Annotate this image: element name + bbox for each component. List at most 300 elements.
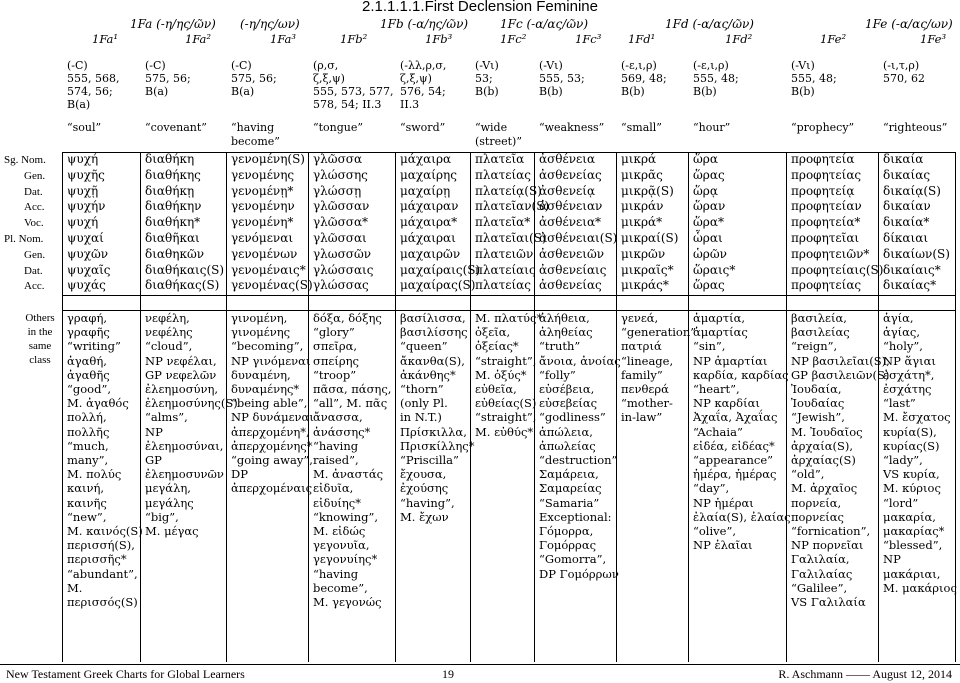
other-word-line: M. μέγας: [145, 524, 199, 539]
paradigm-form: πλατείας: [475, 278, 531, 293]
phonetic-condition: (-C): [145, 59, 166, 72]
other-word-line: “Jewish”,: [791, 410, 845, 425]
reference-numbers: 555, 48; B(b): [693, 72, 739, 98]
other-word-line: “having: [313, 566, 359, 581]
other-word-line: εἰδυίης*: [313, 495, 361, 510]
paradigm-form: ὥρᾳ: [693, 183, 718, 198]
paradigm-form: ψυχάς: [67, 278, 106, 293]
group-header: 1Fe (-α/ας/ων): [865, 17, 953, 31]
case-label: Sg. Nom.: [4, 154, 46, 166]
paradigm-form: γενομένων: [231, 246, 298, 261]
other-word-line: εὐθείας(S): [475, 396, 537, 411]
other-word-line: ἁγίας,: [883, 325, 921, 340]
other-word-line: GP νεφελῶν: [145, 367, 217, 382]
other-word-line: “godliness”: [539, 410, 606, 425]
paradigm-form: πλατείαις: [475, 262, 536, 277]
paradigm-form: πλατεῖα*: [475, 215, 531, 230]
paradigm-form: διαθήκῃ: [145, 183, 195, 198]
paradigm-form: δικαίᾳ(S): [883, 183, 941, 198]
other-word-line: ἀγαθῆς: [67, 367, 110, 382]
other-word-line: “Samaria”: [539, 495, 600, 510]
group-header: (-η/ης/ων): [240, 17, 300, 31]
other-word-line: “having: [313, 438, 359, 453]
paradigm-form: γενόμεναι: [231, 230, 294, 245]
other-word-line: πᾶσα, πάσης,: [313, 382, 392, 397]
other-word-line: βασιλεία,: [791, 311, 847, 325]
gloss: “weakness”: [539, 121, 605, 134]
paradigm-form: μικρᾶς: [621, 167, 663, 182]
other-word-line: μακαρία,: [883, 509, 936, 524]
paradigm-form: μικραί(S): [621, 230, 679, 245]
grid-line: [955, 152, 956, 662]
subclass-header: 1Fc²: [500, 32, 527, 46]
grid-line: [62, 152, 955, 153]
other-word-line: “cloud”,: [145, 339, 193, 354]
paradigm-form: μαχαίρῃ: [400, 183, 451, 198]
other-word-line: M. ἔχων: [400, 509, 449, 524]
grid-line: [786, 152, 787, 662]
other-word-line: ἐλεημοσύνη,: [145, 382, 219, 397]
paradigm-form: μικραῖς*: [621, 262, 674, 277]
grid-line: [226, 152, 227, 662]
other-word-line: NP νεφέλαι,: [145, 353, 217, 368]
paradigm-form: δικαίας: [883, 167, 931, 182]
other-word-line: “big”,: [145, 509, 179, 524]
subclass-header: 1Fa²: [185, 32, 211, 46]
other-word-line: in-law”: [621, 410, 663, 425]
grid-line: [62, 295, 955, 296]
other-word-line: “lord”: [883, 495, 919, 510]
other-word-line: “straight”,: [475, 410, 537, 425]
grid-line: [308, 152, 309, 662]
other-words: [313, 311, 391, 609]
reference-numbers: 576, 54; II.3: [400, 85, 446, 111]
other-word-line: raised”,: [313, 453, 359, 468]
other-word-line: εἰδέα, εἰδέας*: [693, 438, 775, 453]
other-word-line: “being able”,: [231, 396, 308, 411]
other-word-line: M. ἀναστάς: [313, 467, 384, 482]
paradigm-form: γλῶσσαν: [313, 199, 370, 214]
case-label: Gen.: [24, 248, 46, 261]
reference-numbers: 555, 568, 574, 56; B(a): [67, 72, 120, 111]
footer-book-title: New Testament Greek Charts for Global Learners: [6, 667, 245, 681]
subclass-header: 1Fe³: [920, 32, 947, 46]
paradigm-form: ἀσθένειαν: [539, 199, 603, 214]
grid-line: [688, 152, 689, 662]
phonetic-condition: (-Vι): [475, 59, 499, 72]
paradigm-form: μάχαιρα*: [400, 215, 458, 230]
paradigm-form: γενομένης: [231, 167, 295, 182]
paradigm-form: μάχαιρα: [400, 152, 452, 166]
paradigm-form: μάχαιραι: [400, 230, 456, 245]
paradigm-form: ψυχῆς: [67, 167, 105, 182]
paradigm-forms: [313, 152, 373, 294]
other-word-line: ἐχούσης: [400, 481, 449, 496]
other-word-line: M. εὐθύς*: [475, 424, 534, 439]
case-label: Pl. Nom.: [4, 233, 44, 245]
paradigm-form: ὥρας: [693, 278, 725, 293]
paradigm-form: γενομέναις*: [231, 262, 306, 277]
case-label: Voc.: [24, 217, 44, 230]
other-word-line: NP βασιλεῖαι(S),: [791, 353, 890, 368]
other-word-line: πολλή,: [67, 410, 107, 425]
phonetic-condition: (-λλ,ρ,σ, ζ,ξ,ψ): [400, 59, 447, 85]
paradigm-forms: [145, 152, 224, 294]
other-word-line: ὀξείας*: [475, 339, 519, 354]
other-word-line: NP: [883, 552, 901, 567]
other-word-line: σπεῖρα,: [313, 339, 358, 354]
other-word-line: NP γινόμεναι: [231, 353, 311, 368]
other-words: [621, 311, 696, 425]
other-word-line: M. κύριος: [883, 481, 941, 496]
other-word-line: κυρίας(S): [883, 438, 940, 453]
other-word-line: πατριά: [621, 339, 662, 354]
paradigm-form: μάχαιραν: [400, 199, 459, 214]
other-word-line: μεγάλης: [145, 495, 194, 510]
other-word-line: NP ἅγιαι: [883, 353, 936, 368]
other-word-line: “Priscilla”: [400, 453, 459, 468]
other-words: [145, 311, 238, 538]
paradigm-form: δικαίας*: [883, 278, 937, 293]
other-word-line: Γαλιλαία,: [791, 552, 850, 567]
other-word-line: δυναμένη,: [231, 367, 291, 382]
other-word-line: “abundant”,: [67, 566, 138, 581]
paradigm-form: γλώσσῃ: [313, 183, 362, 198]
other-word-line: “fornication”,: [791, 524, 871, 539]
other-word-line: M. πολύς: [67, 467, 122, 482]
other-word-line: DP Γομόρρων: [539, 566, 619, 581]
other-word-line: GP: [145, 453, 162, 468]
other-words: [791, 311, 890, 609]
reference-numbers: 575, 56; B(a): [231, 72, 277, 98]
other-word-line: Γόμορρα,: [539, 524, 594, 539]
other-word-line: βασιλείας: [791, 325, 850, 340]
other-word-line: “sin”,: [693, 339, 726, 354]
other-word-line: “much,: [67, 438, 109, 453]
other-words: [693, 311, 791, 552]
reference-numbers: 555, 573, 577, 578, 54; II.3: [313, 85, 394, 111]
paradigm-forms: [693, 152, 735, 294]
other-word-line: εὐθεῖα,: [475, 382, 517, 397]
other-word-line: “all”, M. πᾶς: [313, 396, 388, 411]
other-word-line: M. ἀγαθός: [67, 396, 129, 411]
other-word-line: γεγονυῖα,: [313, 538, 370, 553]
phonetic-condition: (-Vι): [539, 59, 563, 72]
paradigm-forms: [539, 152, 617, 294]
subclass-header: 1Fd¹: [628, 32, 656, 46]
reference-numbers: 555, 48; B(b): [791, 72, 837, 98]
paradigm-form: προφητεία: [791, 152, 855, 166]
paradigm-form: ἀσθενειῶν: [539, 246, 605, 261]
other-word-line: “alms”,: [145, 410, 188, 425]
other-word-line: “new”,: [67, 509, 107, 524]
subclass-header: 1Fa³: [270, 32, 296, 46]
other-word-line: “heart”,: [693, 382, 740, 397]
paradigm-form: γλῶσσα*: [313, 215, 369, 230]
other-word-line: M. μακάριος: [883, 580, 957, 595]
other-word-line: “troop”: [313, 367, 357, 382]
other-word-line: βασίλισσα,: [400, 311, 466, 325]
other-word-line: Σαμαρείας: [539, 481, 602, 496]
other-word-line: μακαρίας*: [883, 524, 945, 539]
paradigm-form: γλώσσας: [313, 278, 369, 293]
paradigm-form: μαχαίραις(S): [400, 262, 481, 277]
other-word-line: ἁμαρτίας: [693, 325, 748, 340]
paradigm-forms: [791, 152, 883, 294]
reference-numbers: 555, 53; B(b): [539, 72, 585, 98]
paradigm-form: ψυχαῖς: [67, 262, 111, 277]
other-word-line: ἄνοια, ἀνοίας: [539, 353, 621, 368]
other-word-line: ἀκάνθης*: [400, 367, 456, 382]
page-footer: [0, 664, 960, 683]
other-word-line: ἀπερχομέναις: [231, 481, 313, 496]
other-word-line: NP ἡμέραι: [693, 495, 754, 510]
other-word-line: “Galilee”,: [791, 580, 848, 595]
other-word-line: ἐσχάτη*,: [883, 367, 935, 382]
gloss: “sword”: [400, 121, 446, 134]
other-word-line: “Gomorra”,: [539, 552, 607, 567]
paradigm-form: ὡρῶν: [693, 246, 727, 261]
other-word-line: Ἀχαΐα, Ἀχαΐας: [693, 410, 778, 425]
other-word-line: “blessed”,: [883, 538, 943, 553]
phonetic-condition: (ρ,σ, ζ,ξ,ψ): [313, 59, 345, 85]
gloss: “covenant”: [145, 121, 207, 134]
gloss: “tongue”: [313, 121, 364, 134]
other-word-line: “reign”,: [791, 339, 838, 354]
other-word-line: M. γεγονώς: [313, 595, 382, 610]
gloss: “righteous”: [883, 121, 948, 134]
other-word-line: NP πορνεῖαι: [791, 538, 864, 553]
case-label: Acc.: [24, 201, 45, 214]
paradigm-form: μαχαιρῶν: [400, 246, 461, 261]
other-word-line: μεγάλη,: [145, 481, 191, 496]
other-word-line: πολλῆς: [67, 424, 110, 439]
paradigm-form: διαθήκην: [145, 199, 202, 214]
paradigm-form: προφητεῖαι: [791, 230, 860, 245]
case-label: Acc.: [24, 280, 45, 293]
other-word-line: M. ἀρχαῖος: [791, 481, 858, 496]
paradigm-forms: [400, 152, 480, 294]
gloss: “small”: [621, 121, 662, 134]
subclass-header: 1Fa¹: [92, 32, 118, 46]
paradigm-form: γλῶσσα: [313, 152, 363, 166]
other-word-line: ἐσχάτης: [883, 382, 932, 397]
paradigm-form: προφητείαις(S): [791, 262, 884, 277]
paradigm-form: γλώσσης: [313, 167, 368, 182]
other-word-line: “Achaia”: [693, 424, 743, 439]
other-word-line: καινή,: [67, 481, 104, 496]
grid-line: [395, 152, 396, 662]
paradigm-form: δίκαιαι: [883, 230, 929, 245]
other-word-line: family”: [621, 367, 663, 382]
grid-line: [62, 152, 63, 662]
other-word-line: γινομένη,: [231, 311, 288, 325]
group-header: 1Fc (-α/ας/ῶν): [500, 17, 589, 31]
other-word-line: ἐλαία(S), ἐλαίας: [693, 509, 791, 524]
other-word-line: ἄκανθα(S),: [400, 353, 465, 368]
grid-line: [140, 152, 141, 662]
group-header: 1Fb (-α/ης/ῶν): [380, 17, 469, 31]
other-word-line: Ἰουδαία,: [791, 382, 842, 397]
other-word-line: ἀρχαία(S),: [791, 438, 854, 453]
grid-line: [62, 310, 955, 311]
other-word-line: δόξα, δόξης: [313, 311, 382, 325]
reference-numbers: 569, 48; B(b): [621, 72, 667, 98]
paradigm-form: διαθήκη: [145, 152, 195, 166]
other-word-line: “thorn”: [400, 382, 444, 397]
other-word-line: σπείρης: [313, 353, 359, 368]
phonetic-condition: (-Vι): [791, 59, 815, 72]
grid-line: [878, 152, 879, 662]
other-word-line: “generation”: [621, 325, 697, 340]
other-word-line: κυρία(S),: [883, 424, 937, 439]
other-word-line: NP: [145, 424, 163, 439]
other-word-line: “knowing”,: [313, 509, 379, 524]
other-word-line: VS Γαλιλαία: [791, 595, 866, 610]
paradigm-form: διαθήκης: [145, 167, 201, 182]
paradigm-form: γενομένη(S): [231, 152, 305, 166]
phonetic-condition: (-ι,τ,ρ): [883, 59, 920, 72]
paradigm-form: μικράν: [621, 199, 664, 214]
paradigm-form: πλατεῖαι(S): [475, 230, 547, 245]
other-word-line: “becoming”,: [231, 339, 304, 354]
other-word-line: γραφῆς: [67, 325, 110, 340]
other-word-line: “appearance”: [693, 453, 774, 468]
paradigm-form: μικρά: [621, 152, 657, 166]
other-word-line: πενθερά: [621, 382, 669, 397]
paradigm-form: δικαίαν: [883, 199, 931, 214]
subclass-header: 1Fd²: [725, 32, 753, 46]
other-word-line: ἐλεημοσυνῶν: [145, 467, 224, 482]
paradigm-forms: [621, 152, 678, 294]
other-word-line: περισσός(S): [67, 595, 138, 610]
subclass-header: 1Fe²: [820, 32, 847, 46]
paradigm-form: ἀσθένεια*: [539, 215, 602, 230]
paradigm-form: γενομένας(S): [231, 278, 313, 293]
reference-numbers: 570, 62: [883, 72, 925, 85]
other-word-line: ἀπερχομένη*,: [231, 424, 310, 439]
other-word-line: ἁγία,: [883, 311, 914, 325]
paradigm-form: διαθηκῶν: [145, 246, 205, 261]
other-word-line: εἰδυῖα,: [313, 481, 354, 496]
other-word-line: ἁμαρτία,: [693, 311, 746, 325]
other-words: [539, 311, 621, 581]
paradigm-form: προφητείας: [791, 167, 862, 182]
other-word-line: Γαλιλαίας: [791, 566, 853, 581]
paradigm-form: ὥραν: [693, 199, 726, 214]
other-word-line: ἀπωλείας: [539, 438, 596, 453]
paradigm-form: γενομένῃ*: [231, 183, 294, 198]
other-word-line: ἡμέρα, ἡμέρας: [693, 467, 777, 482]
other-word-line: many”,: [67, 453, 109, 468]
other-word-line: M. καινός(S): [67, 524, 143, 539]
other-word-line: δυναμένης*: [231, 382, 300, 397]
other-word-line: “old”,: [791, 467, 825, 482]
other-word-line: Exceptional:: [539, 509, 612, 524]
paradigm-form: ψυχῇ: [67, 183, 99, 198]
other-word-line: ἀλήθεια,: [539, 311, 590, 325]
paradigm-form: ἀσθένειαι(S): [539, 230, 618, 245]
case-label: Gen.: [24, 169, 46, 182]
other-word-line: καρδία, καρδίας: [693, 367, 789, 382]
other-word-line: M. ὀξύς*: [475, 367, 527, 382]
paradigm-form: γλώσσαις: [313, 262, 374, 277]
other-word-line: “olive”,: [693, 524, 736, 539]
other-word-line: νεφέλης: [145, 325, 193, 340]
gloss: “hour”: [693, 121, 731, 134]
other-word-line: περισσή(S),: [67, 538, 135, 553]
other-words: [400, 311, 475, 524]
paradigm-form: ἀσθένεια: [539, 152, 596, 166]
other-word-line: Πρισκίλλης*: [400, 438, 475, 453]
paradigm-form: προφητείᾳ: [791, 183, 855, 198]
other-word-line: ἀνάσσης*: [313, 424, 371, 439]
grid-line: [616, 152, 617, 662]
other-word-line: ἄνασσα,: [313, 410, 363, 425]
other-word-line: GP βασιλειῶν(S): [791, 367, 890, 382]
paradigm-form: ὥρα*: [693, 215, 724, 230]
group-header: 1Fa (-η/ης/ῶν): [130, 17, 216, 31]
paradigm-form: ὧραι: [693, 230, 723, 245]
other-word-line: M. Ἰουδαῖος: [791, 424, 863, 439]
footer-page-number: 19: [442, 667, 454, 681]
other-word-line: “last”: [883, 396, 916, 411]
other-word-line: M. εἰδώς: [313, 524, 366, 539]
paradigm-form: ἀσθενείας: [539, 278, 602, 293]
other-word-line: ἀγαθή,: [67, 353, 107, 368]
other-word-line: περισσῆς*: [67, 552, 127, 567]
paradigm-form: γενομένη*: [231, 215, 294, 230]
gloss: “soul”: [67, 121, 102, 134]
paradigm-form: ἀσθενείαις: [539, 262, 607, 277]
paradigm-form: γλῶσσαι: [313, 230, 367, 245]
paradigm-form: μικρᾷ(S): [621, 183, 674, 198]
gloss: “prophecy”: [791, 121, 855, 134]
paradigm-form: ὥρας: [693, 167, 725, 182]
other-words: [231, 311, 314, 496]
paradigm-form: γλωσσῶν: [313, 246, 372, 261]
other-word-line: “lady”,: [883, 453, 923, 468]
other-word-line: “destruction”: [539, 453, 618, 468]
other-word-line: Γομόρρας: [539, 538, 597, 553]
reference-numbers: 575, 56; B(a): [145, 72, 191, 98]
paradigm-form: πλατείας: [475, 167, 531, 182]
phonetic-condition: (-C): [67, 59, 88, 72]
others-label: Others in the same class: [25, 312, 55, 366]
other-word-line: “folly”: [539, 367, 576, 382]
paradigm-form: ψυχαί: [67, 230, 104, 245]
other-word-line: “holy”,: [883, 339, 923, 354]
paradigm-form: πλατεῖα: [475, 152, 525, 166]
phonetic-condition: (-ε,ι,ρ): [693, 59, 729, 72]
other-word-line: γραφή,: [67, 311, 107, 325]
case-label: Dat.: [24, 264, 43, 277]
other-word-line: “mother-: [621, 396, 673, 411]
footer-author-date: R. Aschmann —— August 12, 2014: [778, 667, 952, 681]
other-word-line: M. ἔσχατος: [883, 410, 951, 425]
paradigm-form: γενομένην: [231, 199, 295, 214]
paradigm-form: διαθήκαις(S): [145, 262, 225, 277]
other-word-line: ἔχουσα,: [400, 467, 447, 482]
other-word-line: Πρίσκιλλα,: [400, 424, 467, 439]
paradigm-form: ψυχήν: [67, 199, 106, 214]
paradigm-form: μαχαίρης: [400, 167, 457, 182]
paradigm-form: μικράς*: [621, 278, 669, 293]
case-label: Dat.: [24, 185, 43, 198]
paradigm-form: πλατεῖαν(S): [475, 199, 550, 214]
other-word-line: in N.T.): [400, 410, 442, 425]
other-word-line: NP ἐλαῖαι: [693, 538, 753, 553]
